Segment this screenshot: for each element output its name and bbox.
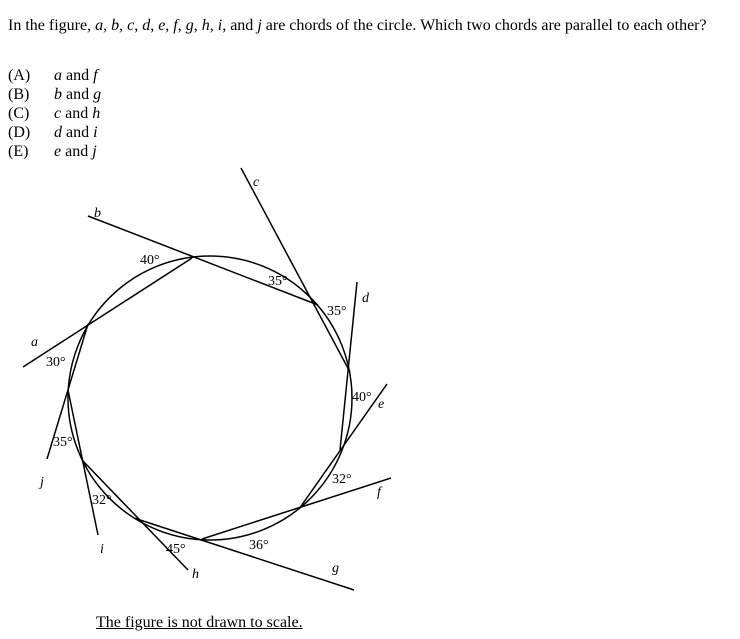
- choice-text: a and f: [54, 67, 98, 84]
- label-h: h: [192, 567, 199, 582]
- label-d: d: [362, 291, 369, 306]
- label-f: f: [377, 485, 381, 500]
- line-f: [202, 478, 391, 539]
- line-b: [88, 216, 318, 305]
- question-text: In the figure, a, b, c, d, e, f, g, h, i, and j are chords of the circle. Which two chords are parallel to each other?: [8, 17, 707, 34]
- label-a: a: [31, 335, 38, 350]
- choice-letter: (C): [8, 105, 30, 122]
- line-e: [299, 384, 387, 509]
- label-j: j: [40, 475, 44, 490]
- label-b: b: [94, 206, 101, 221]
- angle-a: 30°: [46, 355, 66, 370]
- choice-letter: (D): [8, 124, 31, 141]
- label-g: g: [332, 561, 339, 576]
- line-a: [23, 258, 192, 367]
- angle-f: 32°: [332, 472, 352, 487]
- angle-c: 35°: [268, 274, 288, 289]
- label-e: e: [378, 397, 385, 412]
- line-i: [68, 390, 98, 535]
- choice-letter: (B): [8, 86, 30, 103]
- choice-text: c and h: [54, 105, 101, 122]
- angle-i: 32°: [92, 493, 112, 508]
- figure-caption: The figure is not drawn to scale.: [96, 614, 303, 631]
- angle-g: 36°: [249, 538, 269, 553]
- choice-text: d and i: [54, 124, 98, 141]
- angle-d: 35°: [327, 304, 347, 319]
- choice-text: e and j: [54, 143, 97, 160]
- label-c: c: [253, 175, 260, 190]
- choice-letter: (E): [8, 143, 29, 160]
- choice-text: b and g: [54, 86, 102, 103]
- angle-j: 35°: [53, 435, 73, 450]
- choice-letter: (A): [8, 67, 31, 84]
- angle-h: 45°: [166, 542, 186, 557]
- angle-e: 40°: [352, 390, 372, 405]
- line-c: [241, 168, 350, 372]
- angle-b: 40°: [140, 253, 160, 268]
- label-i: i: [100, 542, 104, 557]
